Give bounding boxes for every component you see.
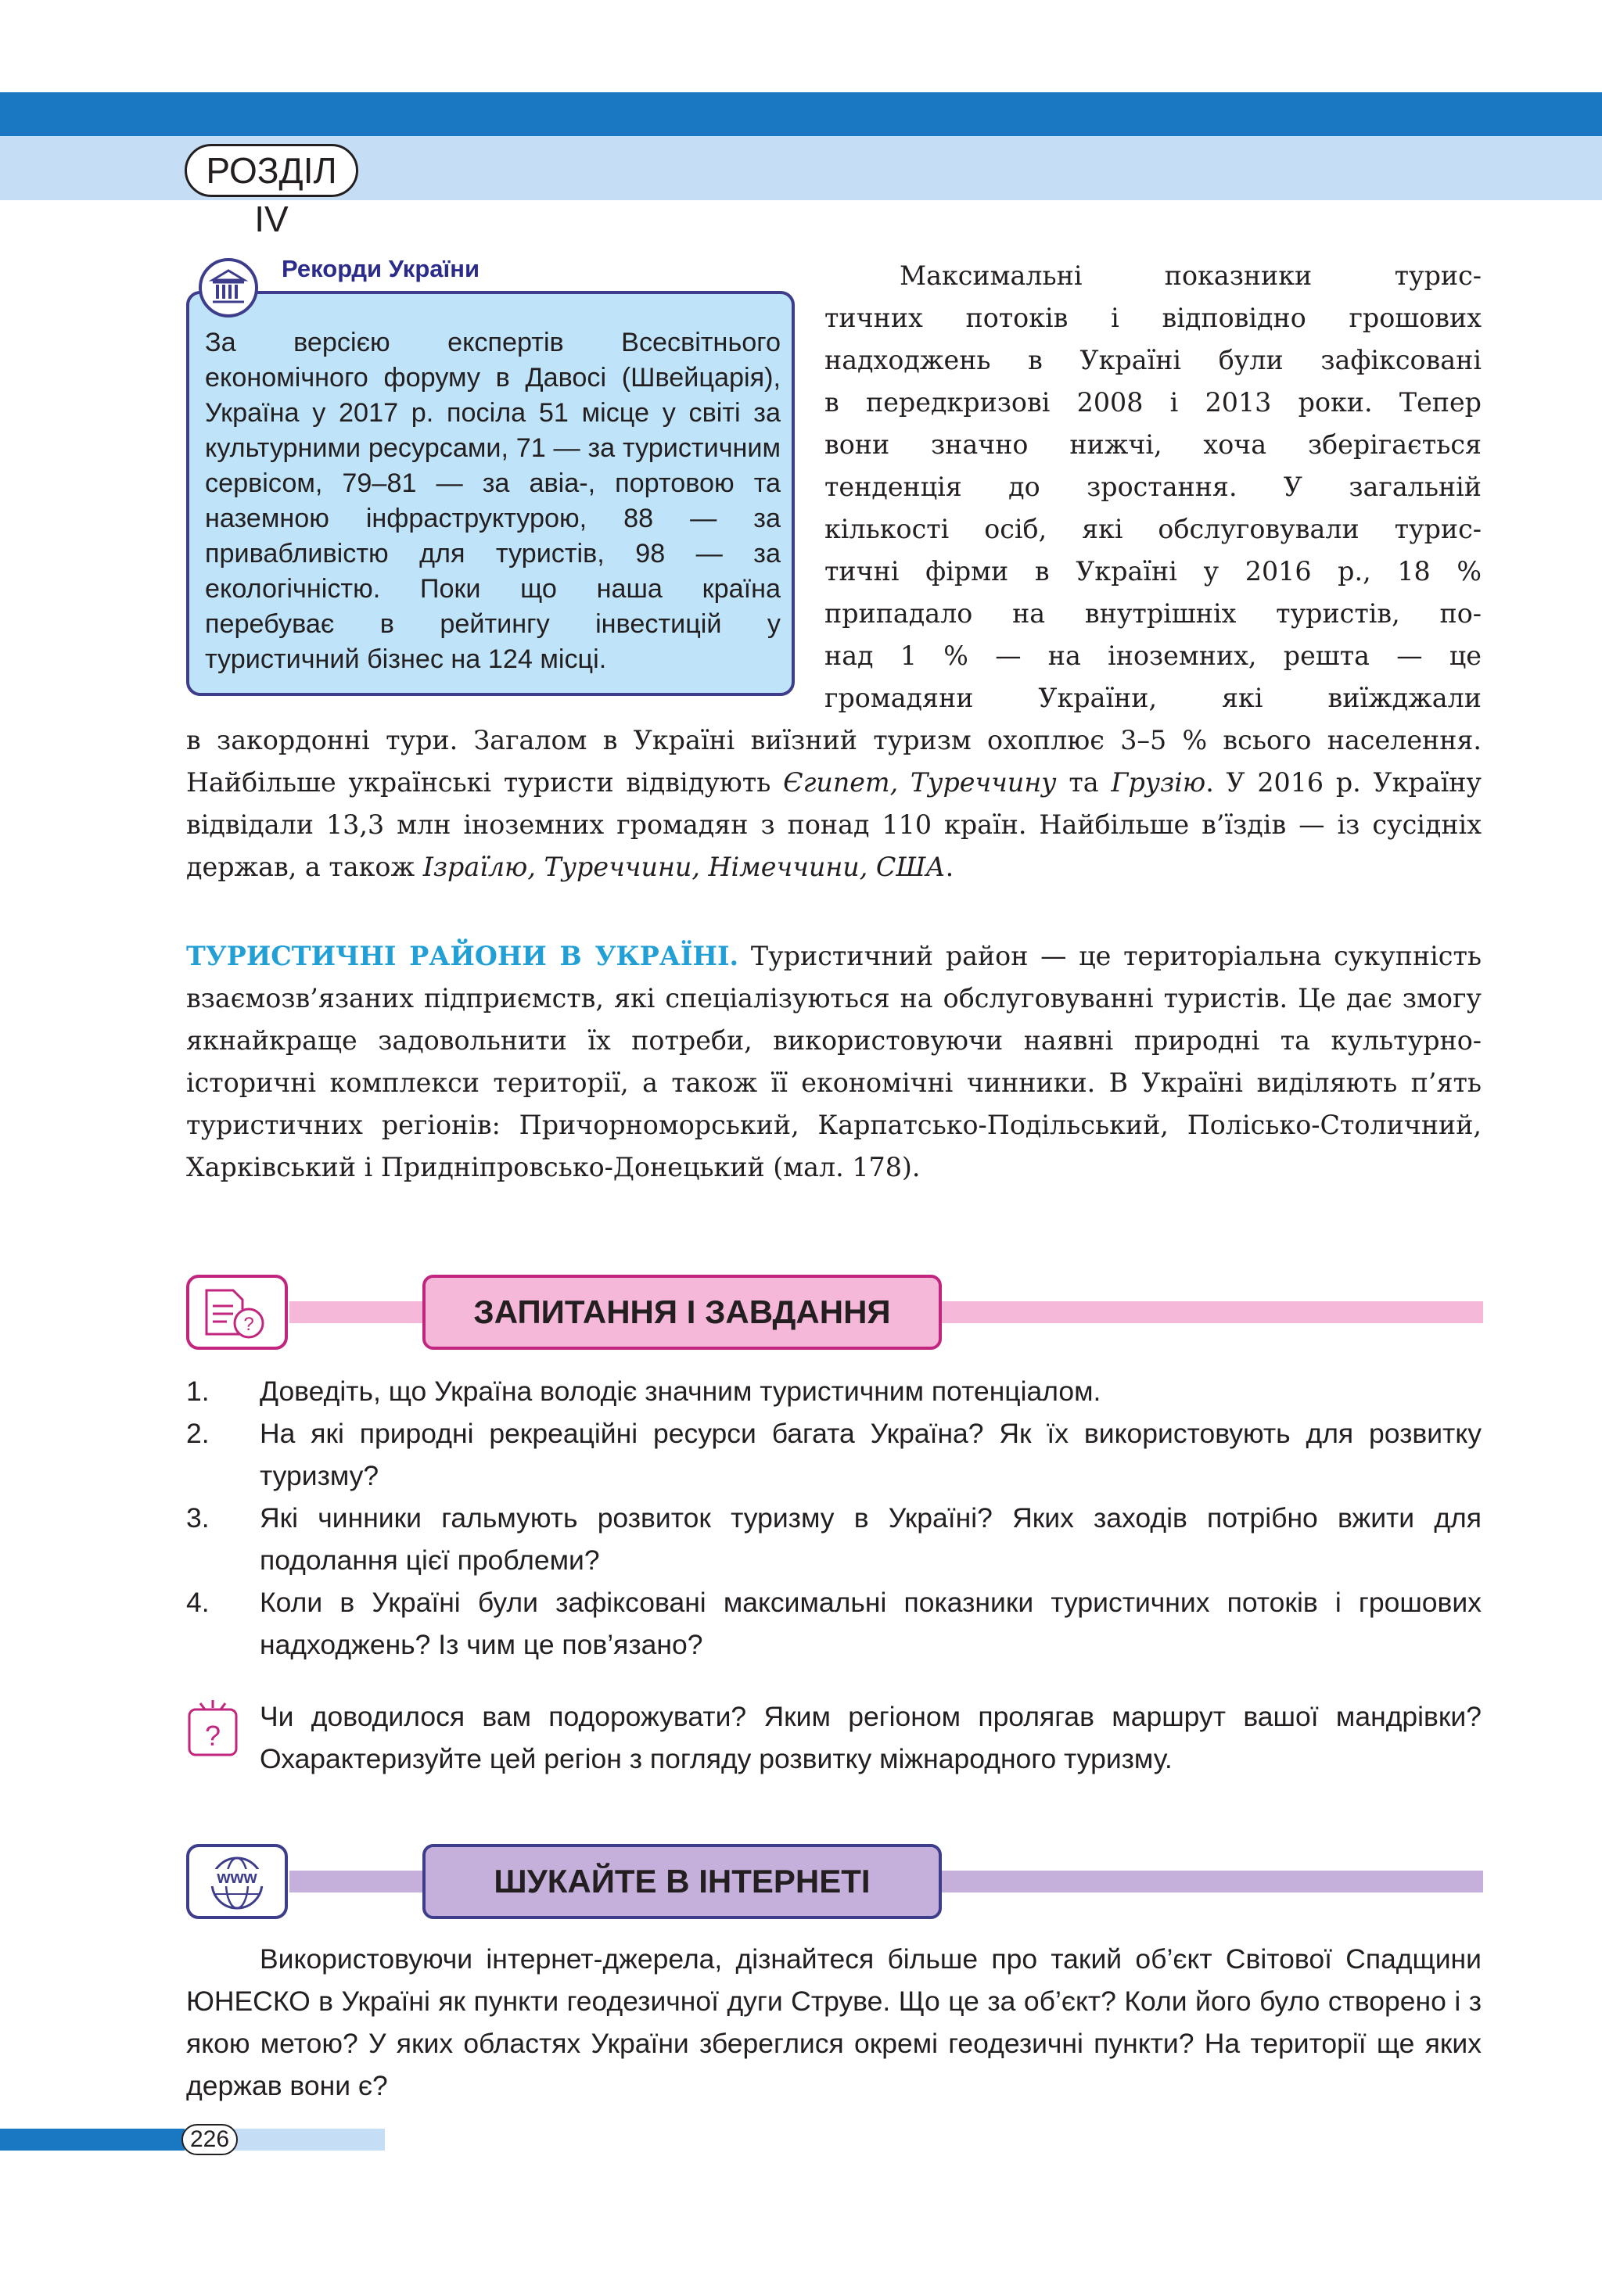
text-line: в передкризові 2008 і 2013 роки. Тепер: [824, 387, 1482, 418]
internet-title: ШУКАЙТЕ В ІНТЕРНЕТІ: [422, 1844, 942, 1919]
internet-icon-frame: [186, 1844, 288, 1919]
item-text: На які природні рекреаційні ресурси багата Україна? Як їх використовують для розвитку туризму?: [260, 1418, 1482, 1491]
internet-task-text: Використовуючи інтернет-джерела, дізнайтеся більше про такий об’єкт Світової Спадщини ЮНЕСКО в Україні як пункти геодезичної дуги Струве. Що це за об’єкт? Коли його було створено і з якою метою? У яких областях України збереглися окремі геодезичні пункти? На території ще яких держав вони є?: [186, 1943, 1482, 2101]
item-number: 2.: [186, 1418, 210, 1449]
text-line: тенденція до зростання. У загальній: [824, 472, 1482, 502]
think-question-icon: [186, 1699, 239, 1758]
text-run: Туристичний район — це територіальна сукупність взаємозв’язаних підприємств, які спеціалізуються на обслуговуванні туристів. Це дає змогу якнайкраще задовольнити їх потреби, використовуючи наявні природні та культурно-історичні комплекси території, а також її економічні чинники. В Україні виділяють п’ять туристичних регіонів: Причорноморський, Карпатсько-Подільський, Полісько-Столичний, Харківський і Придніпровсько-Донецький (мал. 178).: [186, 941, 1482, 1182]
italic-text: Грузію: [1111, 767, 1206, 798]
list-item: [186, 1370, 1482, 1412]
header-band-dark: [0, 92, 1602, 136]
svg-text:?: ?: [243, 1314, 254, 1335]
questions-icon-frame: [186, 1275, 288, 1350]
footer-band-dark: [0, 2129, 185, 2151]
www-label: www: [217, 1867, 257, 1887]
text-line: вони значно нижчі, хоча зберігається: [824, 429, 1482, 460]
paragraph-1-continuation: [186, 719, 1482, 888]
item-text: Доведіть, що Україна володіє значним туристичним потенціалом.: [260, 1376, 1101, 1407]
think-prompt-text: Чи доводилося вам подорожувати? Яким регіоном пролягав маршрут вашої мандрівки? Охарактеризуйте цей регіон з погляду розвитку міжнародного туризму.: [260, 1701, 1482, 1774]
page-number: 226: [181, 2124, 238, 2155]
item-number: 4.: [186, 1587, 210, 1618]
text-run: в закордонні тури. Загалом в Україні виїзний туризм охоплює 3–5 % всього населення. Найбільше українські туристи відвідують: [186, 725, 1482, 798]
text-line: над 1 % — на іноземних, решта — це: [824, 640, 1482, 671]
document-question-icon: [189, 1278, 285, 1347]
text-run: .: [945, 852, 954, 882]
text-run: та: [1069, 767, 1099, 798]
italic-text: Ізраїлю, Туреччини, Німеччини, США: [422, 852, 946, 882]
text-line: надходжень в Україні були зафіксовані: [824, 345, 1482, 375]
item-text: Коли в Україні були зафіксовані максимальні показники туристичних потоків і грошових надходжень? Із чим це пов’язано?: [260, 1587, 1482, 1660]
records-box-text: За версією експертів Всесвітнього економічного форуму в Давосі (Швейцарія), Україна у 2017 р. посіла 51 місце у світі за культурними ресурсами, 71 — за туристичним сервісом, 79–81 — за авіа-, портовою та наземною інфраструктурою, 88 — за привабливістю для туристів, 98 — за екологічністю. Поки що наша країна перебуває в рейтингу інвестицій у туристичний бізнес на 124 місці.: [205, 328, 781, 674]
list-item: [186, 1412, 1482, 1497]
globe-icon: [189, 1847, 285, 1916]
records-box-title: Рекорди України: [282, 255, 480, 282]
columns-icon: [199, 258, 258, 317]
questions-title: ЗАПИТАННЯ І ЗАВДАННЯ: [422, 1275, 942, 1350]
italic-text: Єгипет, Туреччину: [783, 767, 1057, 798]
questions-list: [186, 1370, 1482, 1666]
text-line: тичні фірми в Україні у 2016 р., 18 %: [824, 556, 1482, 587]
svg-text:?: ?: [204, 1720, 221, 1752]
text-line: кількості осіб, які обслуговували турис-: [824, 514, 1482, 544]
list-item: [186, 1497, 1482, 1581]
text-line: тичних потоків і відповідно грошових: [824, 303, 1482, 333]
paragraph-1-column: [824, 255, 1482, 719]
section-heading: ТУРИСТИЧНІ РАЙОНИ В УКРАЇНІ.: [186, 941, 739, 971]
text-line: припадало на внутрішніх туристів, по-: [824, 598, 1482, 629]
chapter-label: РОЗДІЛ IV: [185, 144, 358, 197]
list-item: [186, 1581, 1482, 1666]
item-text: Які чинники гальмують розвиток туризму в Україні? Яких заходів потрібно вжити для подолання цієї проблеми?: [260, 1502, 1482, 1576]
item-number: 3.: [186, 1502, 210, 1534]
text-run: . У 2016 р. Україну відвідали 13,3 млн іноземних громадян з понад 110 країн. Найбільше в’їздів — із сусідніх держав, а також: [186, 767, 1482, 882]
item-number: 1.: [186, 1376, 210, 1407]
text-line: Максимальні показники турис-: [900, 260, 1482, 291]
paragraph-2: [186, 935, 1482, 1189]
text-line: громадяни України, які виїжджали: [824, 683, 1482, 713]
